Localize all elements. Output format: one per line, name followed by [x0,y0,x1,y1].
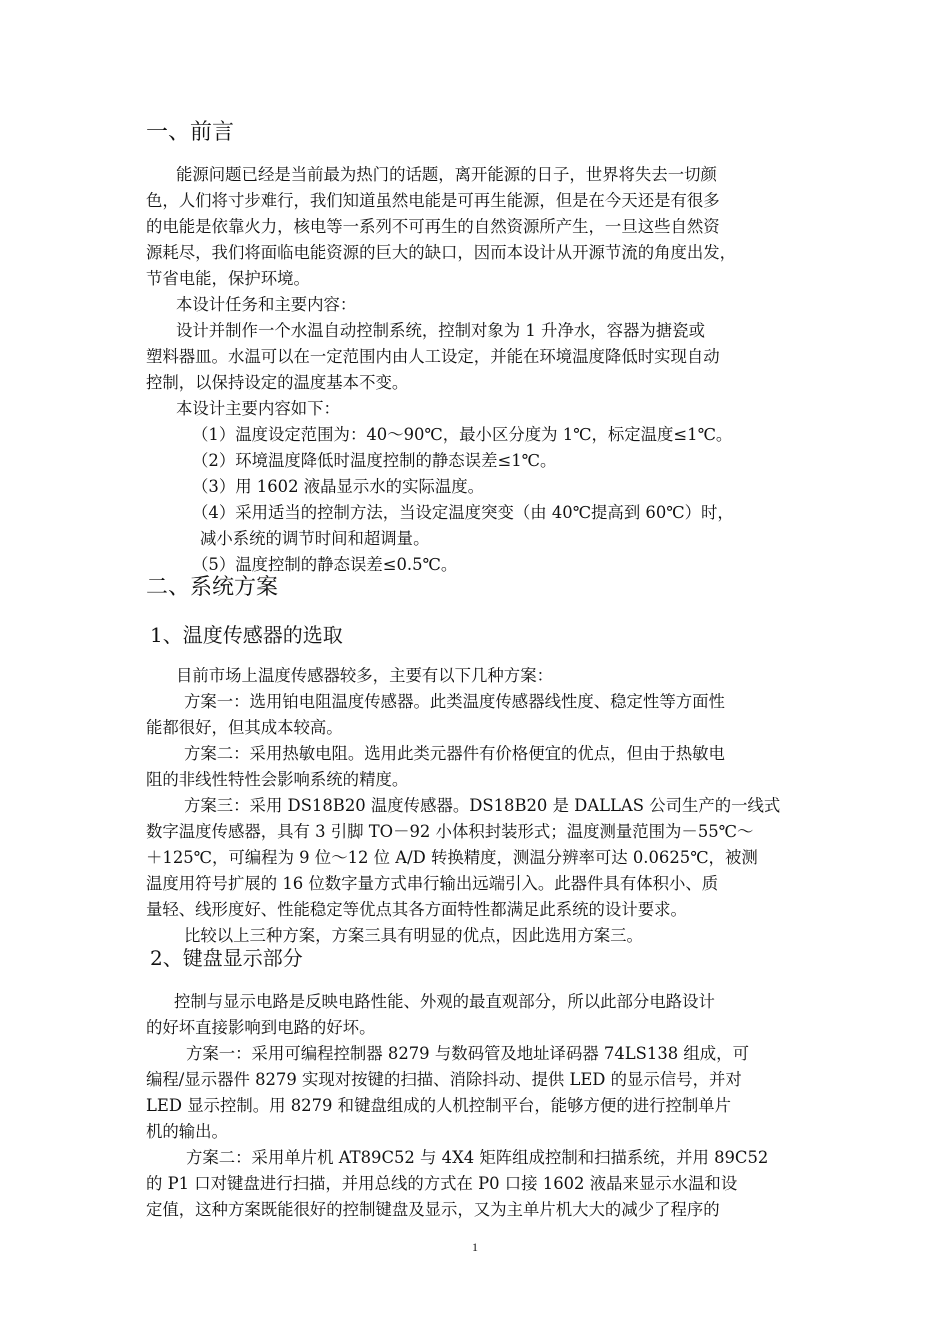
paragraph-line: 阻的非线性特性会影响系统的精度。 [146,770,409,789]
paragraph-line: 量轻、线形度好、性能稳定等优点其各方面特性都满足此系统的设计要求。 [146,900,687,919]
page-number: 1 [472,1240,478,1254]
list-item: （2）环境温度降低时温度控制的静态误差≤1℃。 [192,451,557,470]
paragraph-line: LED 显示控制。用 8279 和键盘组成的人机控制平台，能够方便的进行控制单片 [146,1096,732,1115]
paragraph-line: 目前市场上温度传感器较多，主要有以下几种方案： [176,666,553,685]
paragraph-line: 设计并制作一个水温自动控制系统，控制对象为 1 升净水，容器为搪瓷或 [176,321,705,340]
section-heading-scheme: 二、系统方案 [146,575,279,600]
section-heading-preface: 一、前言 [146,120,235,145]
paragraph-line: 数字温度传感器，具有 3 引脚 TO－92 小体积封装形式；温度测量范围为－55℃～ [146,822,754,841]
paragraph-line: 定值，这种方案既能很好的控制键盘及显示，又为主单片机大大的减少了程序的 [146,1200,720,1219]
list-item: （1）温度设定范围为：40～90℃，最小区分度为 1℃，标定温度≤1℃。 [192,425,733,444]
paragraph-line: 的电能是依靠火力，核电等一系列不可再生的自然资源所产生，一旦这些自然资 [146,217,720,236]
subsection-heading-sensor: 1、温度传感器的选取 [150,623,343,647]
paragraph-line: 的好坏直接影响到电路的好坏。 [146,1018,376,1037]
list-item: （5）温度控制的静态误差≤0.5℃。 [192,555,458,574]
list-item: （4）采用适当的控制方法，当设定温度突变（由 40℃提高到 60℃）时， [192,503,734,522]
paragraph-line: 节省电能，保护环境。 [146,269,310,288]
paragraph-line: 能源问题已经是当前最为热门的话题，离开能源的日子，世界将失去一切颜 [176,165,717,184]
paragraph-line: 编程/显示器件 8279 实现对按键的扫描、消除抖动、提供 LED 的显示信号，并对 [146,1070,742,1089]
paragraph-line: 方案一：采用可编程控制器 8279 与数码管及地址译码器 74LS138 组成，可 [186,1044,749,1063]
paragraph-line: 色，人们将寸步难行，我们知道虽然电能是可再生能源，但是在今天还是有很多 [146,191,720,210]
paragraph-line: 控制与显示电路是反映电路性能、外观的最直观部分，所以此部分电路设计 [174,992,715,1011]
paragraph-line: 方案二：采用热敏电阻。选用此类元器件有价格便宜的优点，但由于热敏电 [184,744,725,763]
paragraph-line: 机的输出。 [146,1122,228,1141]
paragraph-line: 本设计主要内容如下： [176,399,340,418]
paragraph-line: 的 P1 口对键盘进行扫描，并用总线的方式在 P0 口接 1602 液晶来显示水温和设 [146,1174,738,1193]
paragraph-line: 塑料器皿。水温可以在一定范围内由人工设定，并能在环境温度降低时实现自动 [146,347,720,366]
paragraph-line: 方案一：选用铂电阻温度传感器。此类温度传感器线性度、稳定性等方面性 [184,692,725,711]
paragraph-line: 比较以上三种方案，方案三具有明显的优点，因此选用方案三。 [184,926,643,945]
paragraph-line: 源耗尽，我们将面临电能资源的巨大的缺口，因而本设计从开源节流的角度出发， [146,243,737,262]
paragraph-line: ＋125℃，可编程为 9 位～12 位 A/D 转换精度，测温分辨率可达 0.0625℃，被测 [146,848,758,867]
paragraph-line: 方案三：采用 DS18B20 温度传感器。DS18B20 是 DALLAS 公司生产的一线式 [184,796,781,815]
list-item: （3）用 1602 液晶显示水的实际温度。 [192,477,485,496]
paragraph-line: 能都很好，但其成本较高。 [146,718,343,737]
list-item: 减小系统的调节时间和超调量。 [200,529,430,548]
paragraph-line: 温度用符号扩展的 16 位数字量方式串行输出远端引入。此器件具有体积小、质 [146,874,719,893]
subsection-heading-keyboard: 2、键盘显示部分 [150,946,303,970]
paragraph-line: 方案二：采用单片机 AT89C52 与 4X4 矩阵组成控制和扫描系统，并用 89C52 [186,1148,769,1167]
paragraph-line: 本设计任务和主要内容： [176,295,357,314]
paragraph-line: 控制，以保持设定的温度基本不变。 [146,373,409,392]
